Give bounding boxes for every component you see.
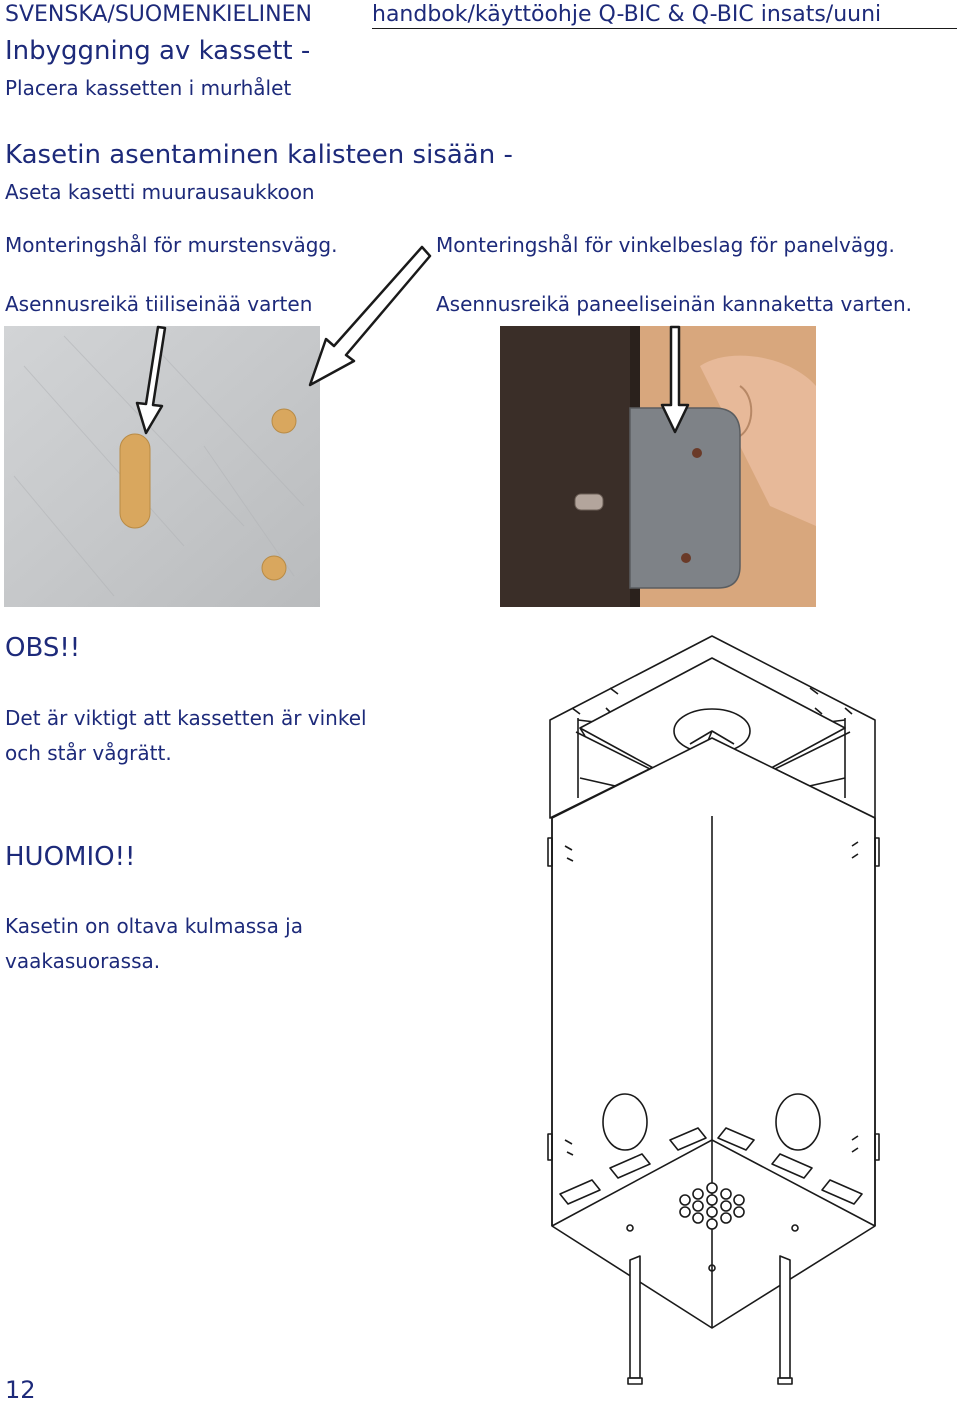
swedish-title: Inbyggning av kassett -	[5, 36, 311, 66]
round-hole-top	[272, 409, 296, 433]
caption-left-finnish: Asennusreikä tiiliseinää varten	[5, 292, 313, 316]
swedish-subtitle: Placera kassetten i murhålet	[5, 76, 292, 100]
obs-title: OBS!!	[5, 633, 81, 663]
caption-right-swedish: Monteringshål för vinkelbeslag för panelvägg.	[436, 233, 895, 257]
cassette-technical-drawing	[540, 628, 890, 1390]
huomio-title: HUOMIO!!	[5, 842, 136, 872]
obs-line-1: Det är viktigt att kassetten är vinkel	[5, 706, 367, 730]
down-arrow-icon	[657, 325, 693, 435]
obs-line-2: och står vågrätt.	[5, 741, 172, 765]
slot-hole	[120, 434, 150, 528]
header-language: SVENSKA/SUOMENKIELINEN	[5, 2, 312, 27]
diagonal-arrow-icon	[300, 243, 440, 391]
round-hole-bottom	[262, 556, 286, 580]
header-rule	[372, 28, 957, 29]
finnish-title: Kasetin asentaminen kalisteen sisään -	[5, 140, 513, 170]
page-number: 12	[5, 1376, 36, 1404]
down-arrow-icon	[125, 325, 175, 435]
finnish-subtitle: Aseta kasetti muurausaukkoon	[5, 180, 315, 204]
header-document-title: handbok/käyttöohje Q-BIC & Q-BIC insats/uuni	[372, 2, 882, 27]
caption-right-finnish: Asennusreikä paneeliseinän kannaketta varten.	[436, 292, 912, 316]
caption-left-swedish: Monteringshål för murstensvägg.	[5, 233, 338, 257]
huomio-line-1: Kasetin on oltava kulmassa ja	[5, 914, 303, 938]
huomio-line-2: vaakasuorassa.	[5, 949, 161, 973]
